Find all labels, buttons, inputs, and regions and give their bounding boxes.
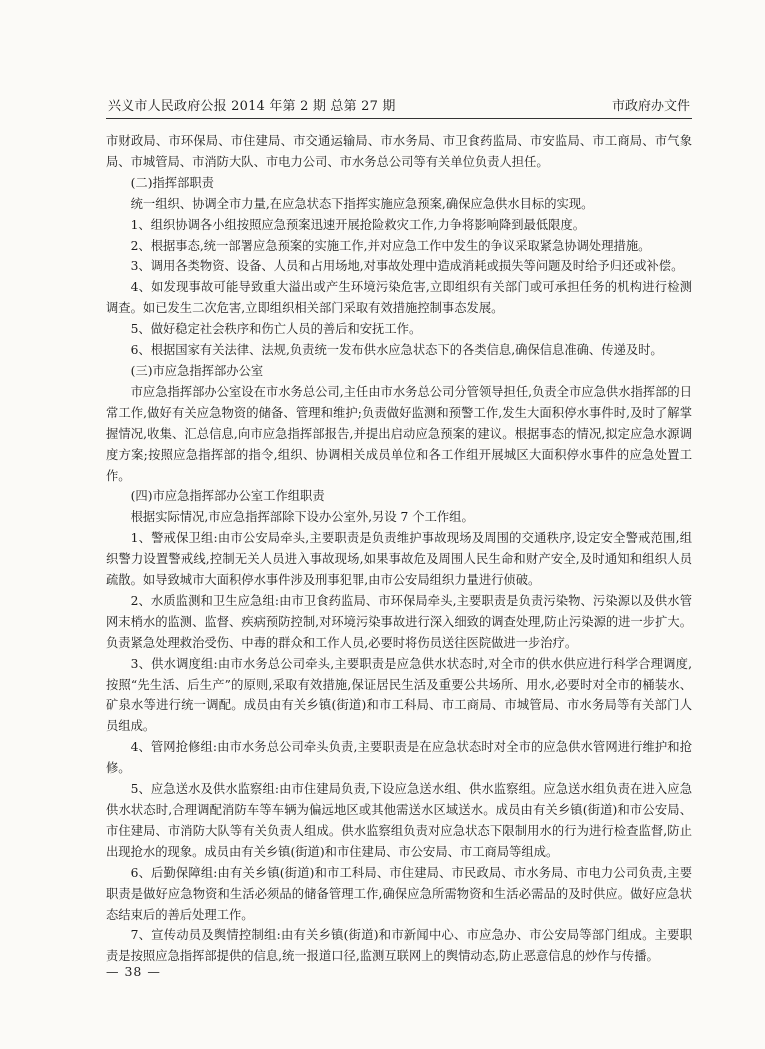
paragraph: 根据实际情况,市应急指挥部除下设办公室外,另设 7 个工作组。: [130, 510, 474, 525]
paragraph: 7、宣传动员及舆情控制组:由有关乡镇(街道)和市新闻中心、市应急办、市公安局等部门组成。主要职责是按照应急指挥部提供的信息,统一报道口径,监测互联网上的舆情动态,防止恶意信息的炒作与传播。: [106, 928, 692, 964]
paragraph: 6、根据国家有关法律、法规,负责统一发布供水应急状态下的各类信息,确保信息准确、传递及时。: [130, 343, 663, 358]
page-header: [106, 92, 692, 119]
section-label: 市政府办文件: [611, 99, 690, 114]
document-body: [106, 131, 692, 967]
section-heading: (二)指挥部职责: [130, 175, 214, 190]
paragraph: 市应急指挥部办公室设在市水务总公司,主任由市水务总公司分管领导担任,负责全市应急供水指挥部的日常工作,做好有关应急物资的储备、管理和维护;负责做好监测和预警工作,发生大面积停水事件时,及时了解掌握情况,收集、汇总信息,向市应急指挥部报告,并提出启动应急预案的建议。根据事态的情况,拟定应急水源调度方案;按照应急指挥部的指令,组织、协调相关成员单位和各工作组开展城区大面积停水事件的应急处置工作。: [106, 384, 692, 483]
page-number: — 38 —: [106, 964, 161, 979]
paragraph: 统一组织、协调全市力量,在应急状态下指挥实施应急预案,确保应急供水目标的实现。: [130, 196, 594, 211]
paragraph: 1、组织协调各小组按照应急预案迅速开展抢险救灾工作,力争将影响降到最低限度。: [130, 217, 586, 232]
publication-info: 兴义市人民政府公报 2014 年第 2 期 总第 27 期: [108, 99, 396, 114]
paragraph: 3、调用各类物资、设备、人员和占用场地,对事故处理中造成消耗或损失等问题及时给予归还或补偿。: [130, 259, 684, 274]
paragraph: 2、根据事态,统一部署应急预案的实施工作,并对应急工作中发生的争议采取紧急协调处理措施。: [130, 238, 651, 253]
section-heading: (四)市应急指挥部办公室工作组职责: [130, 489, 325, 504]
section-heading: (三)市应急指挥部办公室: [130, 363, 264, 378]
paragraph: 6、后勤保障组:由有关乡镇(街道)和市工科局、市住建局、市民政局、市水务局、市电力公司负责,主要职责是做好应急物资和生活必须品的储备管理工作,确保应急所需物资和生活必需品的及时供应。做好应急状态结束后的善后处理工作。: [106, 865, 692, 922]
paragraph: 市财政局、市环保局、市住建局、市交通运输局、市水务局、市卫食药监局、市安监局、市工商局、市气象局、市城管局、市消防大队、市电力公司、市水务总公司等有关单位负责人担任。: [106, 134, 692, 169]
paragraph: 4、管网抢修组:由市水务总公司牵头负责,主要职责是在应急状态时对全市的应急供水管网进行维护和抢修。: [106, 740, 692, 776]
paragraph: 3、供水调度组:由市水务总公司牵头,主要职责是应急供水状态时,对全市的供水供应进行科学合理调度,按照“先生活、后生产”的原则,采取有效措施,保证居民生活及重要公共场所、用水,必要时对全市的桶装水、矿泉水等进行统一调配。成员由有关乡镇(街道)和市工科局、市工商局、市城管局、市水务局等有关部门人员组成。: [106, 656, 692, 734]
paragraph: 4、如发现事故可能导致重大溢出或产生环境污染危害,立即组织有关部门或可承担任务的机构进行检测调查。如已发生二次危害,立即组织相关部门采取有效措施控制事态发展。: [106, 280, 692, 316]
paragraph: 2、水质监测和卫生应急组:由市卫食药监局、市环保局牵头,主要职责是负责污染物、污染源以及供水管网末梢水的监测、监督、疾病预防控制,对环境污染事故进行深入细致的调查处理,防止污染源的进一步扩大。负责紧急处理救治受伤、中毒的群众和工作人员,必要时将伤员送往医院做进一步治疗。: [106, 593, 692, 650]
paragraph: 5、应急送水及供水监察组:由市住建局负责,下设应急送水组、供水监察组。应急送水组负责在进入应急供水状态时,合理调配消防车等车辆为偏远地区或其他需送水区域送水。成员由有关乡镇(街道)和市公安局、市住建局、市消防大队等有关负责人组成。供水监察组负责对应急状态下限制用水的行为进行检查监督,防止出现抢水的现象。成员由有关乡镇(街道)和市住建局、市公安局、市工商局等组成。: [106, 782, 692, 859]
paragraph: 5、做好稳定社会秩序和伤亡人员的善后和安抚工作。: [130, 322, 422, 337]
paragraph: 1、警戒保卫组:由市公安局牵头,主要职责是负责维护事故现场及周围的交通秩序,设定安全警戒范围,组织警力设置警戒线,控制无关人员进入事故现场,如果事故危及周围人民生命和财产安全,及时通知和组织人员疏散。如导致城市大面积停水事件涉及刑事犯罪,由市公安局组织力量进行侦破。: [106, 531, 692, 588]
